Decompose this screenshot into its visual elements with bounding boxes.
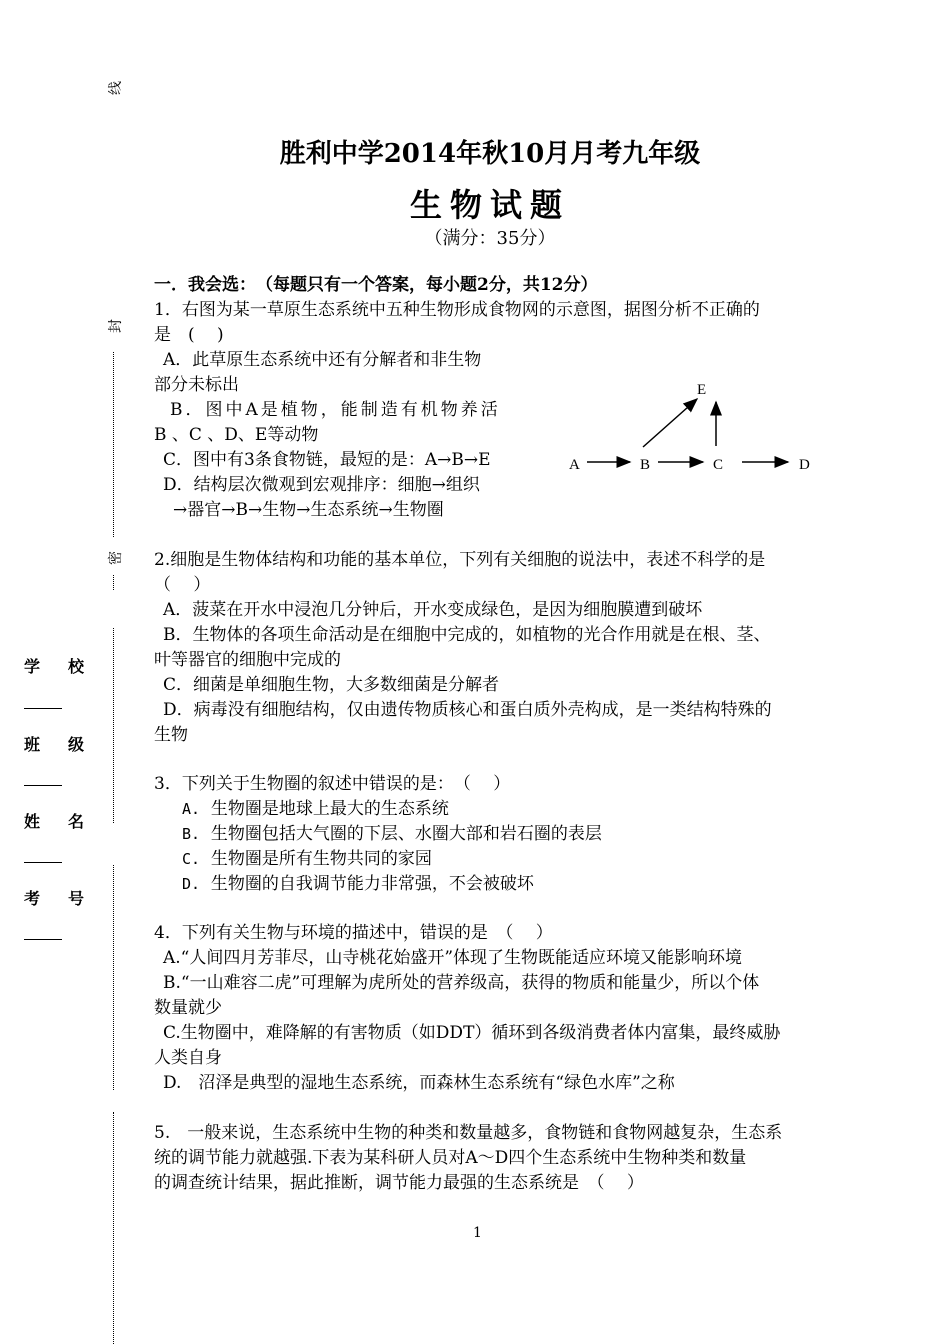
q4-option-c-line2: 人类自身: [154, 1048, 222, 1068]
q4-option-d: D. 沼泽是典型的湿地生态系统，而森林生态系统有“绿色水库”之称: [163, 1073, 675, 1093]
class-field-line[interactable]: [24, 785, 62, 786]
margin-dotted-line: [113, 1112, 114, 1344]
q2-stem-line2: （ ）: [154, 575, 211, 595]
q2-option-d-line2: 生物: [154, 725, 188, 745]
q5-stem-line3: 的调查统计结果，据此推断，调节能力最强的生态系统是 （ ）: [154, 1173, 644, 1193]
node-b: B: [640, 457, 651, 473]
node-e: E: [697, 382, 707, 398]
q2-option-d-line1: D．病毒没有细胞结构，仅由遗传物质核心和蛋白质外壳构成，是一类结构特殊的: [163, 700, 772, 720]
q5-stem-line1: 5. 一般来说，生态系统中生物的种类和数量越多，食物链和食物网越复杂，生态系: [154, 1123, 783, 1143]
q1-option-a-line2: 部分未标出: [154, 375, 239, 395]
margin-seal-char-xian: 线: [108, 81, 124, 95]
page-number: 1: [473, 1225, 482, 1241]
q3-stem: 3．下列关于生物圈的叙述中错误的是： （ ）: [154, 774, 511, 794]
school-field-line[interactable]: [24, 708, 62, 709]
node-c: C: [713, 457, 724, 473]
q1-stem-line2: 是 ( ): [154, 325, 224, 345]
name-label: 姓名: [24, 812, 113, 831]
full-score: （满分：35分）: [424, 228, 556, 249]
q4-option-b-line2: 数量就少: [154, 998, 222, 1018]
q2-option-c: C．细菌是单细胞生物，大多数细菌是分解者: [163, 675, 500, 695]
q2-option-a: A．菠菜在开水中浸泡几分钟后，开水变成绿色，是因为细胞膜遭到破坏: [163, 600, 703, 620]
arrow-b-to-e: [643, 399, 697, 447]
q1-option-b-line1: B．图中A是植物，能制造有机物养活: [170, 400, 501, 420]
food-web-diagram: [560, 372, 830, 482]
q1-option-b-line2: B 、C 、D、E等动物: [154, 425, 319, 445]
margin-dotted-line: [113, 352, 114, 537]
q3-option-a: A. 生物圈是地球上最大的生态系统: [182, 799, 449, 819]
node-d: D: [799, 457, 810, 473]
q1-option-a-line1: A．此草原生态系统中还有分解者和非生物: [163, 350, 482, 370]
section-heading: 一．我会选： （每题只有一个答案，每小题2分，共12分）: [154, 275, 598, 295]
class-label: 班级: [24, 735, 113, 754]
subject-title: 生物试题: [409, 186, 570, 224]
margin-dotted-line: [113, 865, 114, 1090]
q4-stem: 4．下列有关生物与环境的描述中，错误的是 （ ）: [154, 923, 553, 943]
q1-option-d-line1: D．结构层次微观到宏观排序：细胞→组织: [163, 475, 480, 495]
q3-option-c: C. 生物圈是所有生物共同的家园: [182, 849, 432, 869]
q5-stem-line2: 统的调节能力就越强.下表为某科研人员对A～D四个生态系统中生物种类和数量: [154, 1148, 747, 1168]
margin-dotted-line: [113, 628, 114, 823]
q4-option-a: A.“人间四月芳菲尽，山寺桃花始盛开”体现了生物既能适应环境又能影响环境: [163, 948, 743, 968]
q1-option-c: C．图中有3条食物链，最短的是：A→B→E: [163, 450, 491, 470]
margin-seal-char-feng: 封: [108, 319, 124, 333]
q4-option-b-line1: B.“一山难容二虎”可理解为虎所处的营养级高，获得的物质和能量少，所以个体: [163, 973, 760, 993]
margin-seal-char-mi: 密: [108, 551, 124, 565]
q4-option-c-line1: C.生物圈中，难降解的有害物质（如DDT）循环到各级消费者体内富集，最终威胁: [163, 1023, 781, 1043]
exam-number-field-line[interactable]: [24, 939, 62, 940]
margin-dotted-line: [113, 575, 114, 590]
name-field-line[interactable]: [24, 862, 62, 863]
q1-stem-line1: 1．右图为某一草原生态系统中五种生物形成食物网的示意图，据图分析不正确的: [154, 300, 760, 320]
node-a: A: [569, 457, 580, 473]
q3-option-b: B. 生物圈包括大气圈的下层、水圈大部和岩石圈的表层: [182, 824, 602, 844]
q2-option-b-line1: B．生物体的各项生命活动是在细胞中完成的，如植物的光合作用就是在根、茎、: [163, 625, 771, 645]
exam-title: 胜利中学2014年秋10月月考九年级: [279, 139, 701, 169]
q2-stem-line1: 2.细胞是生物体结构和功能的基本单位，下列有关细胞的说法中，表述不科学的是: [154, 550, 766, 570]
school-label: 学校: [24, 657, 113, 676]
exam-number-label: 考号: [24, 889, 113, 908]
q1-option-d-line2: →器官→B→生物→生态系统→生物圈: [173, 500, 444, 520]
q3-option-d: D. 生物圈的自我调节能力非常强，不会被破坏: [182, 874, 534, 894]
q2-option-b-line2: 叶等器官的细胞中完成的: [154, 650, 341, 670]
